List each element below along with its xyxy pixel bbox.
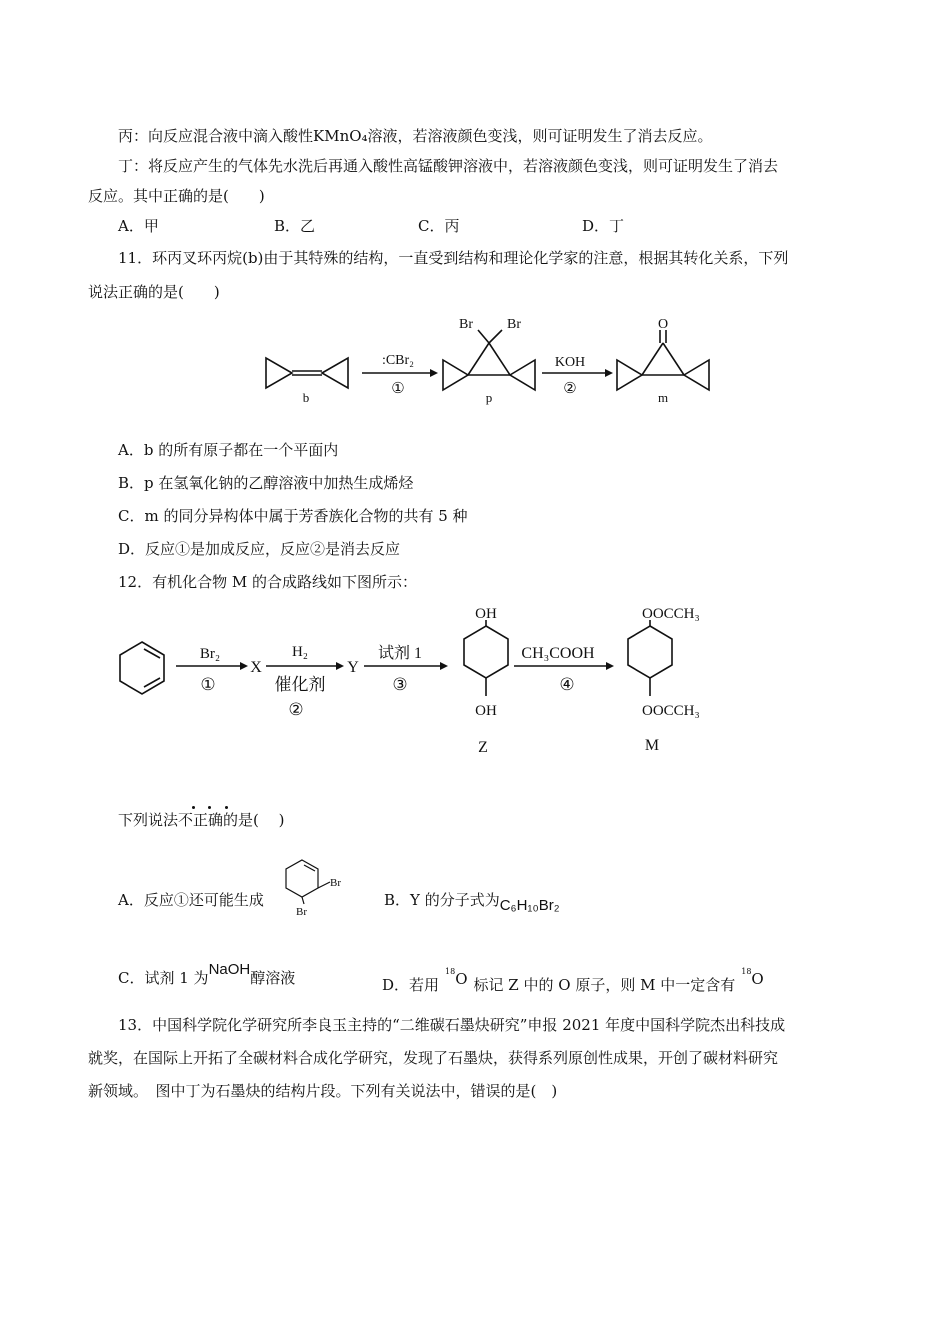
reagent-cbr2: :CBr₂ (381, 353, 415, 368)
emphasis-dot (225, 806, 228, 809)
isotope-mass-2: 18 (741, 967, 752, 976)
option-c-suffix: 醇溶液 (250, 969, 296, 987)
q12-synthesis-route (110, 598, 730, 768)
reagent-catalyst: 催化剂 (274, 675, 326, 694)
isotope-mass-1: 18 (445, 967, 456, 976)
acetate-bottom: OOCCH₃ (642, 703, 700, 719)
q12-option-d (382, 968, 764, 995)
q10-option-b: B．乙 (274, 217, 316, 235)
q11-stem-line2: 说法正确的是( ) (88, 283, 220, 301)
statement-ding-line2: 反应。其中正确的是( ) (88, 187, 265, 205)
molecule-m (617, 330, 709, 390)
q12-stem: 12．有机化合物 M 的合成路线如下图所示： (118, 573, 417, 591)
q11-option-b: B．p 在氢氧化钠的乙醇溶液中加热生成烯烃 (118, 474, 414, 492)
step-2-label: ② (288, 700, 304, 719)
formula-y: C₆H₁₀Br₂ (499, 897, 560, 914)
intermediate-x: X (250, 659, 262, 676)
hydroxyl-top: OH (475, 606, 497, 622)
reagent-naoh: NaOH (208, 961, 251, 978)
q12-option-b (384, 890, 560, 914)
q13-stem-line3: 新领域。 图中丁为石墨炔的结构片段。下列有关说法中，错误的是( ) (88, 1082, 558, 1100)
bromine-a1: Br (330, 877, 341, 889)
label-p: p (485, 390, 493, 405)
reagent-h2: H₂ (291, 644, 309, 660)
reagent-1: 试剂 1 (377, 645, 423, 662)
label-b: b (302, 390, 310, 405)
q11-option-d: D．反应①是加成反应，反应②是消去反应 (118, 540, 401, 558)
step-2-label: ② (563, 381, 577, 397)
q12-question: 下列说法不正确的是( ) (118, 811, 285, 829)
q11-reaction-scheme (250, 310, 730, 410)
reagent-acetic-acid: CH₃COOH (521, 645, 595, 662)
oxygen-carbonyl: O (657, 317, 669, 332)
q11-option-a: A．b 的所有原子都在一个平面内 (118, 441, 339, 459)
molecule-z (464, 620, 508, 696)
q13-stem-line1: 13．中国科学院化学研究所李良玉主持的“二维碳石墨炔研究”申报 2021 年度中国科学院杰出科技成 (118, 1016, 786, 1034)
q10-option-a: A．甲 (118, 217, 159, 235)
molecule-b (266, 358, 348, 388)
emphasis-dot (208, 806, 211, 809)
compound-m: M (644, 737, 660, 754)
reagent-br2: Br₂ (199, 646, 221, 662)
q10-option-d: D．丁 (582, 217, 625, 235)
q11-option-c: C．m 的同分异构体中属于芳香族化合物的共有 5 种 (118, 507, 468, 525)
bromine-1: Br (459, 317, 473, 332)
option-b-label: B．Y 的分子式为 (384, 891, 500, 909)
bromine-2: Br (507, 317, 521, 332)
molecule-p (443, 330, 535, 390)
molecule-m (628, 620, 672, 696)
q10-option-c: C．丙 (418, 217, 460, 235)
acetate-top: OOCCH₃ (642, 606, 700, 622)
emphasis-dot (192, 806, 195, 809)
q12-option-a: A．反应①还可能生成 (118, 891, 264, 909)
bromine-a2: Br (296, 906, 307, 918)
q11-stem-line1: 11．环丙叉环丙烷(b)由于其特殊的结构，一直受到结构和理论化学家的注意，根据其转化关系，下列 (118, 249, 789, 267)
compound-z: Z (478, 739, 488, 756)
intermediate-y: Y (347, 659, 359, 676)
q13-stem-line2: 就奖，在国际上开拓了全碳材料合成化学研究，发现了石墨炔，获得系列原创性成果，开创了碳材料研究 (88, 1049, 779, 1067)
step-1-label: ① (391, 381, 405, 397)
label-m: m (657, 390, 669, 405)
option-d-label: D．若用 (382, 976, 440, 994)
option-c-label: C．试剂 1 为 (118, 969, 209, 987)
structure-dibromocyclohexene (282, 852, 352, 922)
option-d-middle: 标记 Z 中的 O 原子，则 M 中一定含有 (473, 976, 736, 994)
step-1-label: ① (200, 675, 216, 694)
reagent-koh: KOH (554, 355, 586, 370)
statement-bing: 丙：向反应混合液中滴入酸性KMnO₄溶液，若溶液颜色变浅，则可证明发生了消去反应。 (118, 127, 713, 145)
molecule-cyclohexadiene (120, 642, 164, 694)
isotope-symbol-1: O (455, 970, 468, 988)
statement-ding-line1: 丁：将反应产生的气体先水洗后再通入酸性高锰酸钾溶液中，若溶液颜色变浅，则可证明发生了消去 (118, 157, 779, 175)
hydroxyl-bottom: OH (475, 703, 497, 719)
step-4-label: ④ (559, 675, 575, 694)
isotope-symbol-2: O (751, 970, 764, 988)
q12-option-c (118, 961, 296, 989)
step-3-label: ③ (392, 675, 408, 694)
